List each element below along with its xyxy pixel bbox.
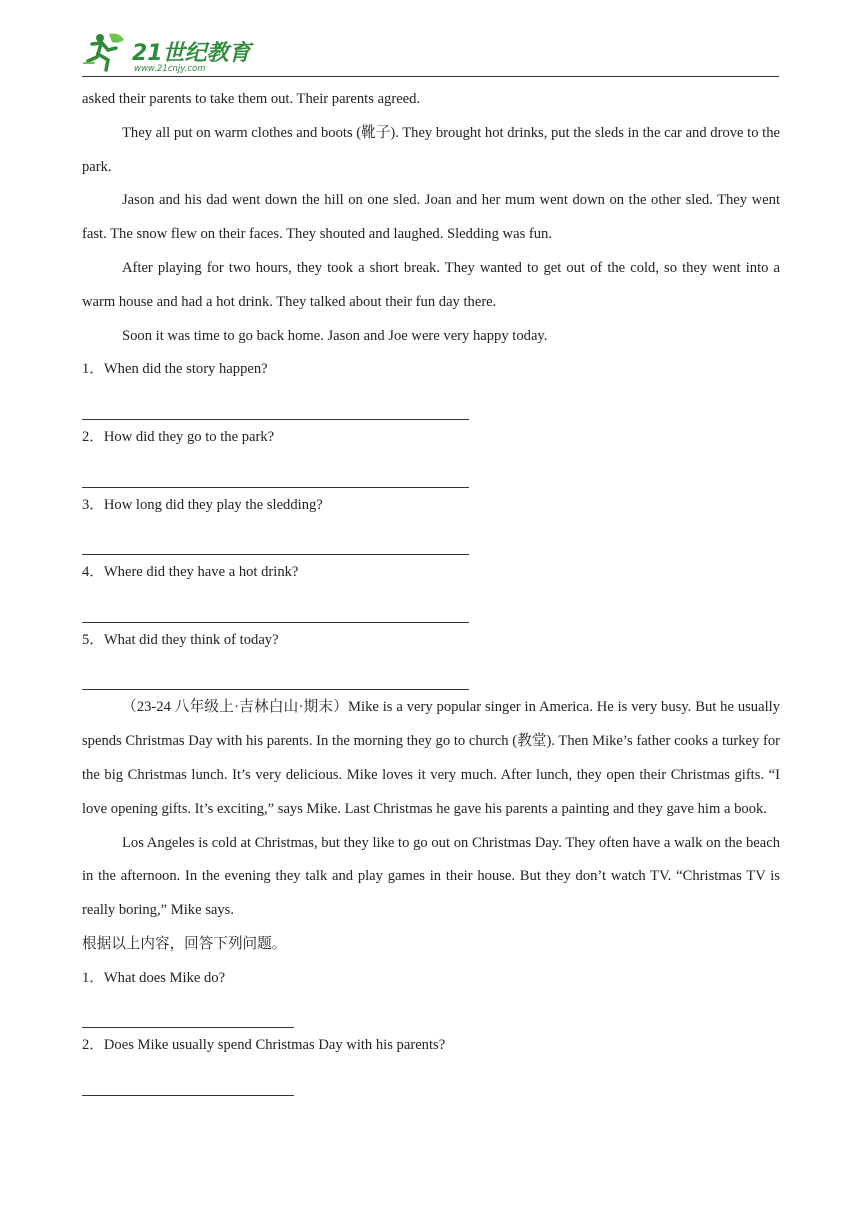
answer-line-5[interactable]	[82, 658, 780, 692]
question-5: 5．What did they think of today?	[82, 631, 279, 648]
passage2-paragraph: Los Angeles is cold at Christmas, but they like to go out on Christmas Day. They often have a walk on the beach in the afternoon. In the evening they talk and play games in their house. But they don’t watch TV. “Christmas TV is really boring,” Mike says.	[82, 834, 780, 919]
header-divider	[82, 76, 779, 77]
passage2-answer-line-1[interactable]	[82, 996, 780, 1030]
question-4: 4．Where did they have a hot drink?	[82, 564, 299, 581]
logo-url: www.21cnjy.com	[134, 64, 206, 74]
logo-title: 21世纪教育	[132, 41, 251, 66]
document-body	[82, 83, 780, 1097]
site-logo	[82, 30, 257, 74]
question-2: 2．How did they go to the park?	[82, 428, 275, 445]
page-header	[82, 30, 779, 78]
passage2-answer-line-2[interactable]	[82, 1063, 780, 1097]
passage1-paragraph: After playing for two hours, they took a short break. They wanted to get out of the cold, so they went into a warm house and had a hot drink. They talked about their fun day there.	[82, 259, 780, 310]
passage1-paragraph: Jason and his dad went down the hill on one sled. Joan and her mum went down on the other sled. They went fast. The snow flew on their faces. They shouted and laughed. Sledding was fun.	[82, 192, 780, 243]
answer-line-3[interactable]	[82, 522, 780, 556]
passage1-paragraph: asked their parents to take them out. Their parents agreed.	[82, 91, 421, 107]
passage2-question-2: 2．Does Mike usually spend Christmas Day with his parents?	[82, 1037, 446, 1054]
answer-line-2[interactable]	[82, 455, 780, 489]
passage1-paragraph: Soon it was time to go back home. Jason and Joe were very happy today.	[122, 327, 548, 344]
question-1: 1．When did the story happen?	[82, 361, 268, 378]
answer-line-4[interactable]	[82, 590, 780, 624]
passage1-paragraph: They all put on warm clothes and boots (靴子). They brought hot drinks, put the sleds in the car and drove to the park.	[82, 124, 780, 175]
question-3: 3．How long did they play the sledding?	[82, 496, 323, 513]
answer-line-1[interactable]	[82, 387, 780, 421]
passage2-paragraph: （23-24 八年级上·吉林白山·期末）Mike is a very popular singer in America. He is very busy. But he usually spends Christmas Day with his parents. In the morning they go to church (教堂). Then Mike’s father cooks a turkey for the big Christmas lunch. It’s very delicious. Mike loves it very much. After lunch, they open their Christmas gifts. “I love opening gifts. It’s exciting,” says Mike. Last Christmas he gave his parents a painting and they gave him a book.	[82, 699, 780, 817]
runner-icon	[84, 34, 124, 70]
instruction-text: 根据以上内容，回答下列问题。	[82, 935, 287, 952]
passage2-question-1: 1．What does Mike do?	[82, 969, 226, 986]
